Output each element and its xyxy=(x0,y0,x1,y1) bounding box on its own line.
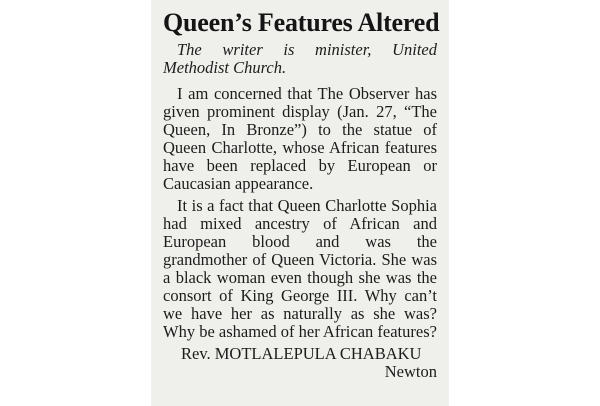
byline: The writer is minister, United Methodist Church. xyxy=(163,40,437,77)
headline: Queen’s Features Altered xyxy=(163,8,440,37)
location: Newton xyxy=(384,362,437,381)
paragraph-2: It is a fact that Queen Charlotte Sophia had mixed ancestry of African and European blood and was the grandmother of Queen Victoria. She was a black woman even though she was the consort of King George III. Why can’t we have her as naturally as she was? Why be ashamed of her African features? xyxy=(163,196,437,341)
newspaper-clipping xyxy=(151,0,449,406)
paragraph-1: I am concerned that The Observer has given prominent display (Jan. 27, “The Queen, In Bronze”) to the statue of Queen Charlotte, whose African features have been replaced by European or Caucasian appearance. xyxy=(163,84,437,193)
signature: Rev. MOTLALEPULA CHABAKU xyxy=(181,344,422,363)
